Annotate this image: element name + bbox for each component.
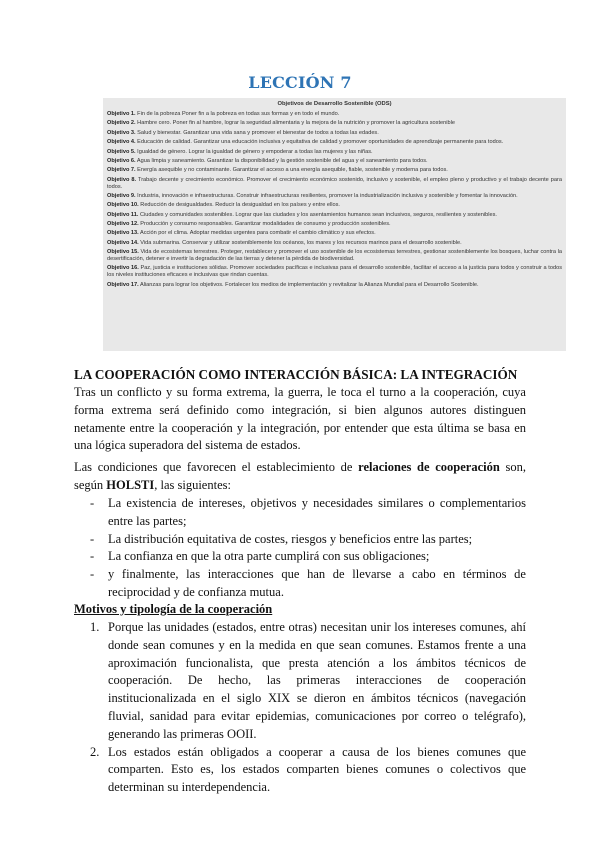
ods-row <box>107 111 562 118</box>
list-item: - La distribución equitativa de costes, riesgos y beneficios entre las partes; <box>74 531 526 549</box>
ods-label: Objetivo 15. <box>107 249 139 256</box>
ods-label: Objetivo 9. <box>107 192 136 199</box>
ods-text: Producción y consumo responsables. Garantizar modalidades de consumo y producción sostenibles. <box>140 221 391 228</box>
ods-text: Acción por el clima. Adoptar medidas urgentes para combatir el cambio climático y sus efectos. <box>139 230 376 237</box>
ods-row <box>107 240 562 247</box>
ods-row <box>107 230 562 237</box>
ods-row <box>107 177 562 191</box>
ods-row <box>107 120 562 127</box>
item-number: 1. <box>90 620 100 634</box>
list-item: 2. Los estados están obligados a cooperar a causa de los bienes comunes que comparten. Esto es, los estados comparten bienes comunes o colectivos que determinan su interdependencia. <box>90 744 526 795</box>
ods-label: Objetivo 8. <box>107 176 137 183</box>
ods-text: Ciudades y comunidades sostenibles. Lograr que las ciudades y los asentamientos humanos sean inclusivos, seguros, resilientes y sostenibles. <box>139 211 497 218</box>
ods-label: Objetivo 7. <box>107 167 136 174</box>
ods-row <box>107 282 562 289</box>
ods-row <box>107 249 562 263</box>
motives-list <box>74 619 526 797</box>
ods-text: Educación de calidad. Garantizar una educación inclusiva y equitativa de calidad y promover oportunidades de aprendizaje permanente para todos. <box>137 139 504 146</box>
ods-text: Reducción de desigualdades. Reducir la desigualdad en los países y entre ellos. <box>140 202 340 209</box>
ods-row <box>107 221 562 228</box>
ods-text: Fin de la pobreza Poner fin a la pobreza en todas sus formas y en todo el mundo. <box>137 111 340 117</box>
ods-row <box>107 167 562 174</box>
ods-text: Hambre cero. Poner fin al hambre, lograr la seguridad alimentaria y la mejora de la nutrición y promover la agricultura sostenible <box>137 120 455 127</box>
ods-label: Objetivo 1. <box>107 111 136 117</box>
paragraph-conditions <box>74 459 526 495</box>
ods-label: Objetivo 17. <box>107 281 139 288</box>
ods-text: Energía asequible y no contaminante. Garantizar el acceso a una energía asequible, fiable, sostenible y moderna para todos. <box>137 167 448 174</box>
dash-bullet: - <box>90 496 95 510</box>
list-item: - La confianza en que la otra parte cumplirá con sus obligaciones; <box>74 548 526 566</box>
ods-row <box>107 265 562 279</box>
ods-row <box>107 139 562 146</box>
ods-label: Objetivo 6. <box>107 157 136 164</box>
dash-bullet: - <box>90 567 95 582</box>
ods-text: Trabajo decente y crecimiento económico. Promover el crecimiento económico sostenido, inclusivo y sostenible, el empleo pleno y productivo y el trabajo decente para todos. <box>107 176 562 190</box>
dash-bullet: - <box>90 549 95 564</box>
section-title: LA COOPERACIÓN COMO INTERACCIÓN BÁSICA: LA INTEGRACIÓN <box>74 367 518 382</box>
ods-row <box>107 212 562 219</box>
ods-row <box>107 193 562 200</box>
ods-label: Objetivo 10. <box>107 202 139 209</box>
ods-row <box>107 149 562 156</box>
p2-after: , las siguientes: <box>154 477 231 492</box>
ods-text: Igualdad de género. Lograr la igualdad de género y empoderar a todas las mujeres y las niñas. <box>137 148 373 155</box>
ods-label: Objetivo 14. <box>107 239 139 246</box>
ods-label: Objetivo 12. <box>107 221 139 228</box>
p2-bold-cooperation: relaciones de cooperación <box>358 460 500 474</box>
ods-heading: Objetivos de Desarrollo Sostenible (ODS) <box>277 101 392 107</box>
ods-row <box>107 130 562 137</box>
ods-text: Vida submarina. Conservar y utilizar sosteniblemente los océanos, los mares y los recursos marinos para el desarrollo sostenible. <box>140 239 462 246</box>
ods-text: Vida de ecosistemas terrestres. Proteger, restablecer y promover el uso sostenible de los ecosistemas terrestres, gestionar sosteniblemente los bosques, luchar contra la desertificación, detener e invertir la degradación de las tierras y detener la pérdida de biodiversidad. <box>107 249 562 263</box>
p2-before: Las condiciones que favorecen el establecimiento de <box>74 460 359 474</box>
dash-bullet: - <box>90 531 95 546</box>
ods-row <box>107 202 562 209</box>
lesson-title: LECCIÓN 7 <box>248 73 352 92</box>
ods-label: Objetivo 3. <box>107 129 136 136</box>
ods-label: Objetivo 2. <box>107 120 136 127</box>
ods-label: Objetivo 13. <box>107 230 139 237</box>
ods-label: Objetivo 4. <box>107 139 136 146</box>
ods-label: Objetivo 11. <box>107 211 139 218</box>
ods-text: Alianzas para lograr los objetivos. Fortalecer los medios de implementación y revitalizar la Alianza Mundial para el Desarrollo Sostenible. <box>139 281 479 288</box>
ods-label: Objetivo 16. <box>107 265 139 272</box>
ods-label: Objetivo 5. <box>107 148 136 155</box>
ods-text: Industria, innovación e infraestructuras. Construir infraestructuras resilientes, promover la industrialización inclusiva y sostenible y fomentar la innovación. <box>137 192 518 199</box>
paragraph-intro: Tras un conflicto y su forma extrema, la guerra, le toca el turno a la cooperación, cuya forma extrema será definido como integración, si bien algunos autores distinguen netamente entre la cooperación y la integración, por entender que esta última se basa en una lógica superadora del sistema de estados. <box>74 385 526 453</box>
p2-middle: son, según <box>74 460 526 492</box>
ods-text: Agua limpia y saneamiento. Garantizar la disponibilidad y la gestión sostenible del agua y el saneamiento para todos. <box>136 157 428 164</box>
item-number: 2. <box>90 744 100 759</box>
subheading-motives: Motivos y tipología de la cooperación <box>74 602 273 616</box>
conditions-list <box>74 495 526 602</box>
p2-bold-holsti: HOLSTI <box>106 477 155 492</box>
list-item: - La existencia de intereses, objetivos y necesidades similares o complementarios entre las partes; <box>90 496 526 528</box>
ods-list <box>107 111 562 288</box>
ods-row <box>107 158 562 165</box>
ods-text: Salud y bienestar. Garantizar una vida sana y promover el bienestar de todos a todas las edades. <box>137 129 379 136</box>
ods-text: Paz, justicia e instituciones sólidas. Promover sociedades pacíficas e inclusivas para el desarrollo sostenible, facilitar el acceso a la justicia para todos y construir a todos los niveles instituciones eficaces e inclusivas que rindan cuentas. <box>107 265 562 279</box>
list-item: - y finalmente, las interacciones que han de llevarse a cabo en términos de reciprocidad y de confianza mutua. <box>90 567 526 599</box>
ods-table <box>103 98 566 351</box>
list-item: 1. Porque las unidades (estados, entre otras) necesitan unir los intereses comunes, ahí donde sean comunes y en la medida en que sean comunes. Estamos frente a una aproximación funcionalista, que presta atención a los ámbitos técnicos de cooperación. De hecho, las primeras interacciones de cooperación institucionalizada en el siglo XIX se dieron en ámbitos técnicos (navegación fluvial, sanidad para evitar epidemias, comunicaciones por correo o telégrafo), generando las primeras OOII. <box>90 620 526 741</box>
